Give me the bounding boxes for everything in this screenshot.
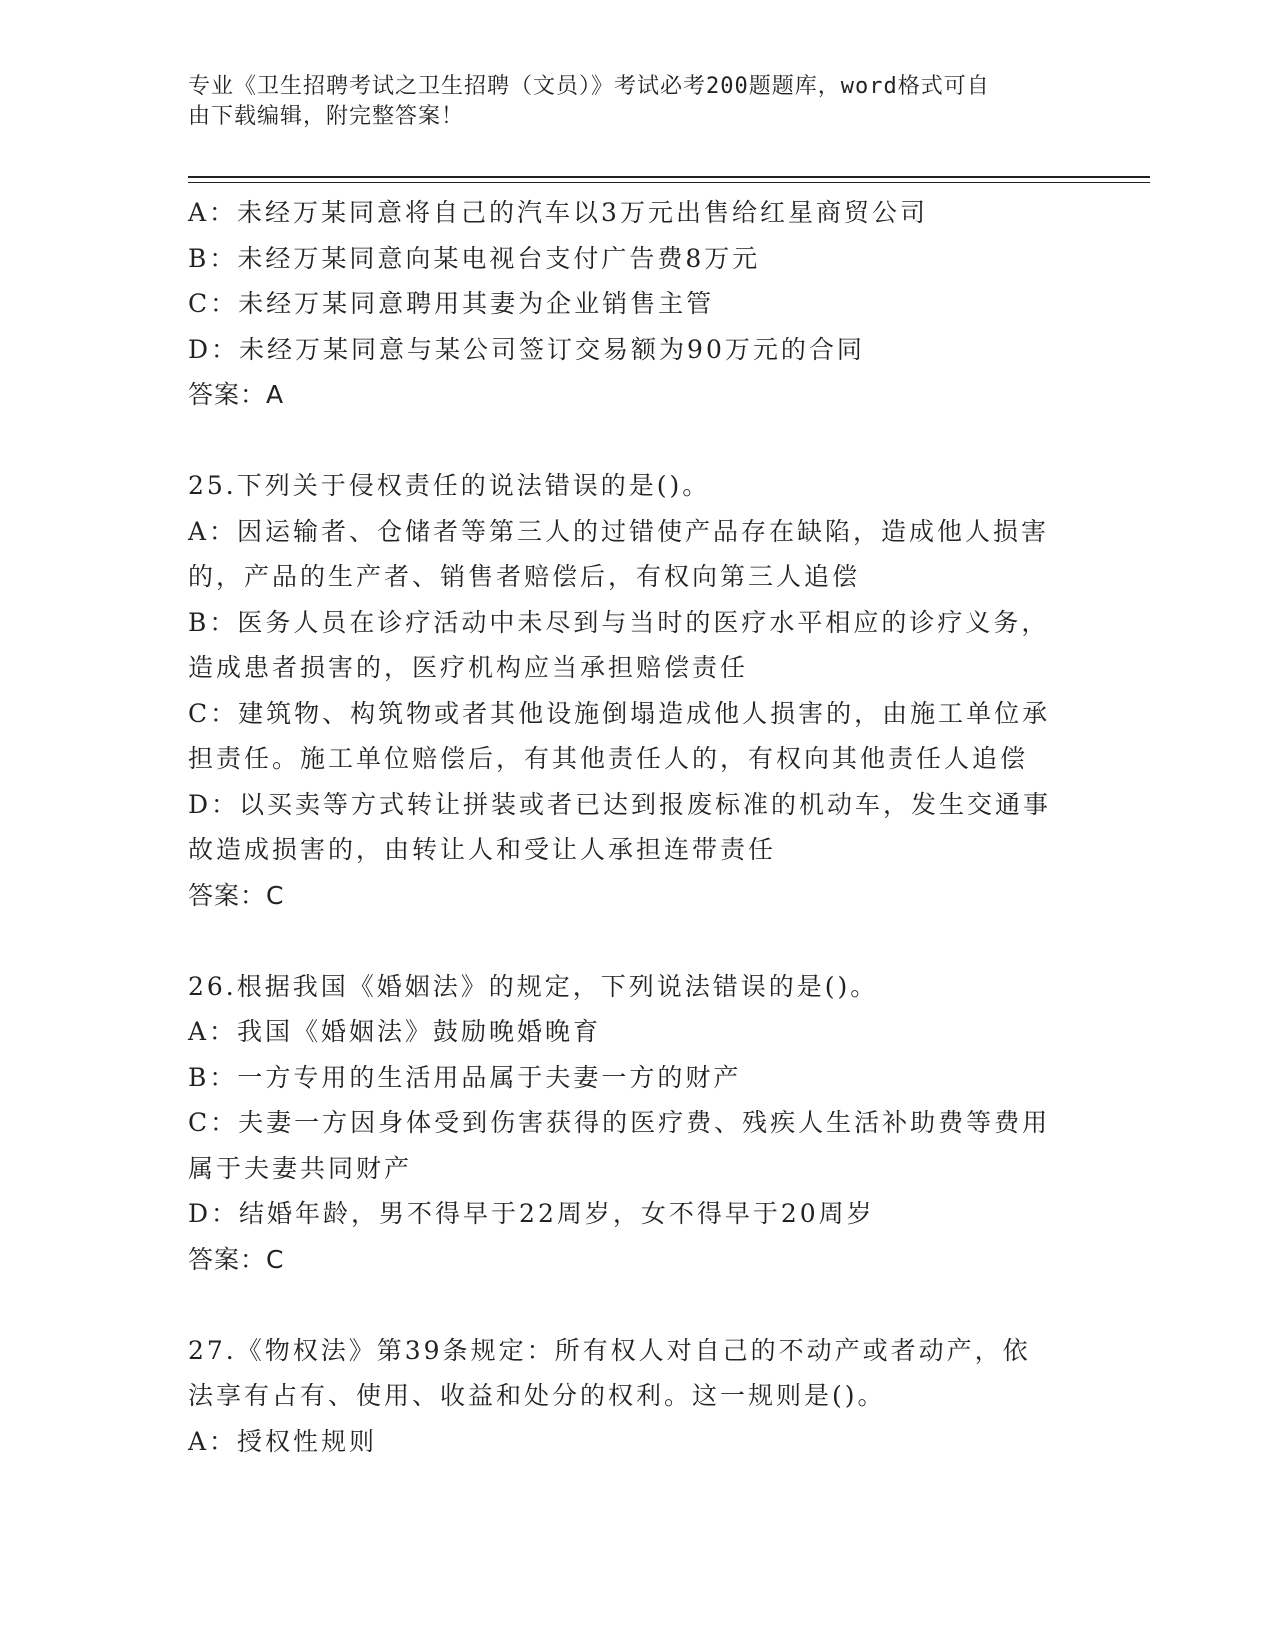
q25-option-c-line-2: 担责任。施工单位赔偿后，有其他责任人的，有权向其他责任人追偿 bbox=[188, 744, 1029, 773]
question-26-block bbox=[188, 964, 1068, 1283]
q26-answer: 答案：C bbox=[188, 1244, 285, 1274]
q25-option-a-line-1: A：因运输者、仓储者等第三人的过错使产品存在缺陷，造成他人损害 bbox=[188, 516, 1050, 546]
q27-option-a: A：授权性规则 bbox=[188, 1426, 378, 1456]
header-line-2: 由下载编辑，附完整答案！ bbox=[188, 104, 465, 129]
question-content bbox=[188, 190, 1068, 1464]
header-divider-thin bbox=[188, 182, 1150, 183]
q24-option-b: B：未经万某同意向某电视台支付广告费8万元 bbox=[188, 243, 761, 273]
question-27-block bbox=[188, 1328, 1068, 1465]
q26-option-b: B：一方专用的生活用品属于夫妻一方的财产 bbox=[188, 1062, 742, 1092]
header-divider-thick bbox=[188, 176, 1150, 178]
q25-option-b-line-2: 造成患者损害的，医疗机构应当承担赔偿责任 bbox=[188, 653, 749, 682]
q24-option-c: C：未经万某同意聘用其妻为企业销售主管 bbox=[188, 289, 715, 318]
question-25-block bbox=[188, 463, 1068, 918]
q26-option-d: D：结婚年龄，男不得早于22周岁，女不得早于20周岁 bbox=[188, 1199, 875, 1228]
q25-answer: 答案：C bbox=[188, 880, 285, 910]
q25-option-b-line-1: B：医务人员在诊疗活动中未尽到与当时的医疗水平相应的诊疗义务， bbox=[188, 607, 1050, 637]
q26-option-c-line-2: 属于夫妻共同财产 bbox=[188, 1153, 413, 1183]
q24-option-a: A：未经万某同意将自己的汽车以3万元出售给红星商贸公司 bbox=[188, 198, 928, 227]
q25-option-c-line-1: C：建筑物、构筑物或者其他设施倒塌造成他人损害的，由施工单位承 bbox=[188, 698, 1051, 728]
q25-option-d-line-1: D：以买卖等方式转让拼装或者已达到报废标准的机动车，发生交通事 bbox=[188, 789, 1052, 819]
spacer bbox=[188, 918, 1068, 964]
header-line-1: 专业《卫生招聘考试之卫生招聘（文员）》考试必考200题题库，word格式可自 bbox=[188, 74, 990, 99]
q26-option-a: A：我国《婚姻法》鼓励晚婚晚育 bbox=[188, 1017, 602, 1046]
document-header bbox=[188, 72, 1068, 132]
spacer bbox=[188, 1282, 1068, 1328]
q24-answer: 答案：A bbox=[188, 380, 285, 409]
q25-option-a-line-2: 的，产品的生产者、销售者赔偿后，有权向第三人追偿 bbox=[188, 562, 861, 591]
q27-stem-line-2: 法享有占有、使用、收益和处分的权利。这一规则是()。 bbox=[188, 1381, 886, 1410]
q26-option-c-line-1: C：夫妻一方因身体受到伤害获得的医疗费、残疾人生活补助费等费用 bbox=[188, 1108, 1051, 1137]
q26-stem: 26.根据我国《婚姻法》的规定，下列说法错误的是()。 bbox=[188, 971, 879, 1001]
q24-option-d: D：未经万某同意与某公司签订交易额为90万元的合同 bbox=[188, 334, 865, 364]
q25-option-d-line-2: 故造成损害的，由转让人和受让人承担连带责任 bbox=[188, 835, 777, 864]
spacer bbox=[188, 418, 1068, 464]
q25-stem: 25.下列关于侵权责任的说法错误的是()。 bbox=[188, 471, 711, 500]
question-24-block bbox=[188, 190, 1068, 418]
q27-stem-line-1: 27.《物权法》第39条规定：所有权人对自己的不动产或者动产，依 bbox=[188, 1335, 1031, 1365]
